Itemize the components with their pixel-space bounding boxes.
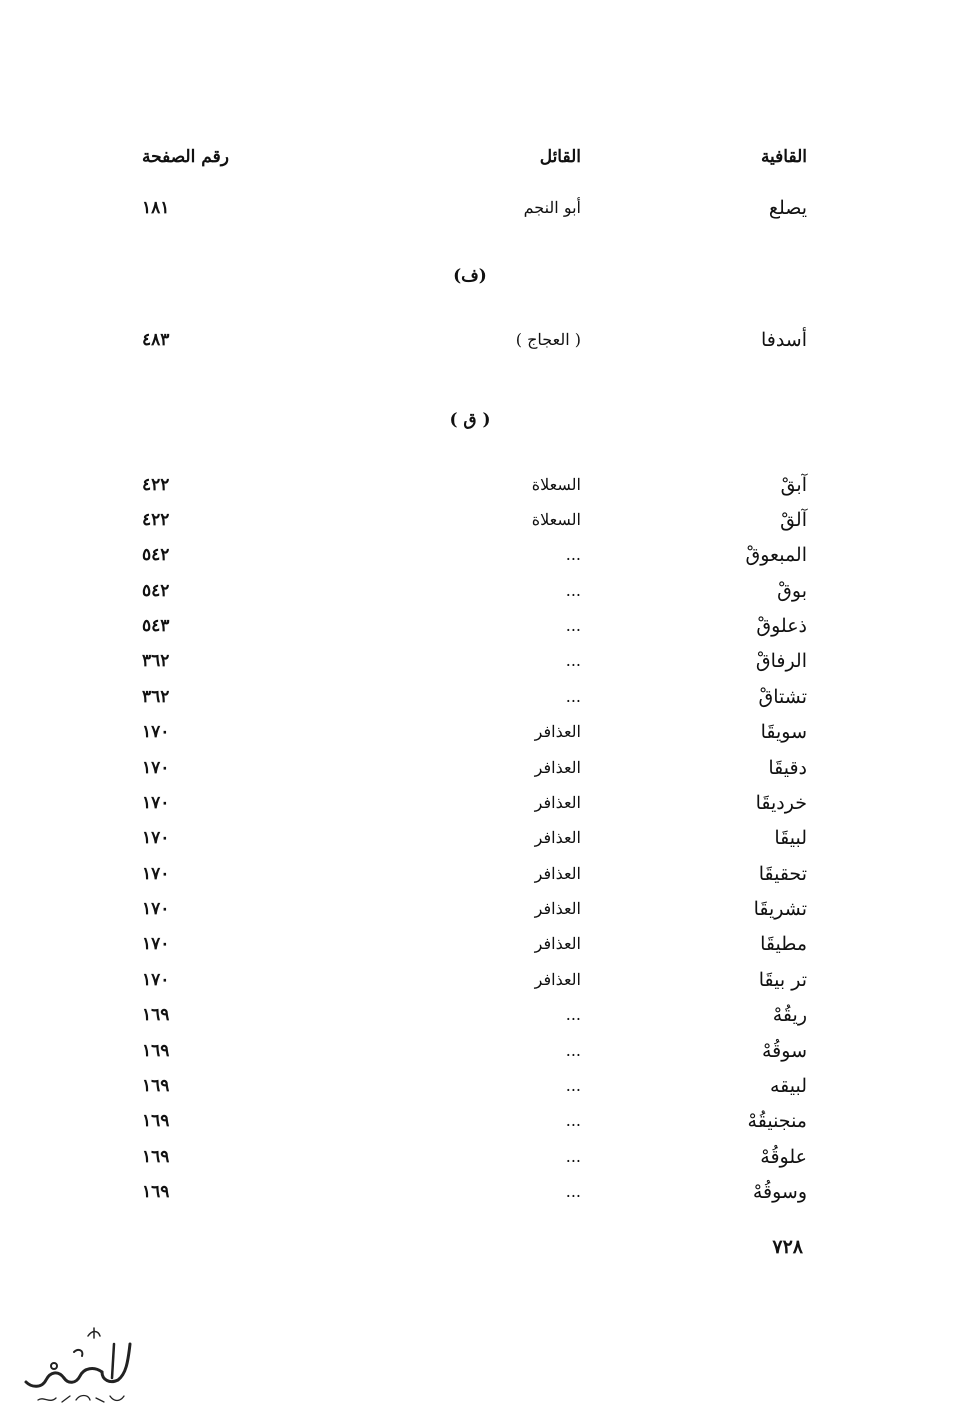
rhyme-cell: آبقْ [780, 474, 807, 496]
rhyme-cell: تشريقَا [753, 898, 807, 920]
table-row [0, 927, 975, 961]
table-row [0, 680, 975, 714]
rhyme-cell: خرديقَا [755, 792, 807, 814]
rhyme-cell: سوقُهْ [761, 1040, 807, 1062]
poet-cell: ... [565, 651, 581, 670]
rhyme-cell: أسدفا [760, 329, 807, 351]
page-number: ٧٢٨ [772, 1236, 803, 1258]
rhyme-cell: المبعوقْ [745, 544, 807, 566]
header-poet: القائل [539, 147, 581, 167]
poet-cell: ... [565, 1005, 581, 1024]
table-header [0, 140, 975, 174]
page-cell: ١٧٠ [142, 758, 170, 778]
rhyme-cell: ريقُهْ [772, 1004, 807, 1026]
poet-cell: السعلاة [531, 510, 581, 529]
page-cell: ٣٦٢ [142, 651, 170, 671]
page-cell: ٥٤٣ [142, 616, 170, 636]
table-row [0, 857, 975, 891]
header-page: رقم الصفحة [142, 147, 229, 167]
table-row [0, 715, 975, 749]
page-cell: ٤٨٣ [142, 330, 170, 350]
poet-cell: ... [565, 545, 581, 564]
page-cell: ١٦٩ [142, 1041, 170, 1061]
section-heading-qaf: ( ق ) [449, 410, 491, 430]
table-row [0, 644, 975, 678]
poet-cell: ... [565, 1076, 581, 1095]
table-row [0, 609, 975, 643]
rhyme-cell: آلقْ [780, 509, 807, 531]
page-cell: ١٧٠ [142, 864, 170, 884]
table-row [0, 1175, 975, 1209]
poet-cell: العذافر [534, 864, 581, 883]
page-cell: ٣٦٢ [142, 687, 170, 707]
page-cell: ١٧٠ [142, 828, 170, 848]
table-row [0, 786, 975, 820]
section-heading-fa: (ف) [453, 266, 487, 286]
poet-cell: ( العجاج ) [515, 330, 581, 349]
table-row [0, 1034, 975, 1068]
poet-cell: ... [565, 1147, 581, 1166]
rhyme-cell: لبيقه [769, 1075, 807, 1097]
rhyme-cell: وسوقُهْ [752, 1181, 807, 1203]
table-row [0, 323, 975, 357]
table-row [0, 821, 975, 855]
rhyme-cell: دقيقَا [768, 757, 807, 779]
page-cell: ١٧٠ [142, 934, 170, 954]
poet-cell: ... [565, 1111, 581, 1130]
poet-cell: ... [565, 1041, 581, 1060]
poet-cell: أبو النجم [523, 198, 581, 217]
table-row [0, 538, 975, 572]
page-cell: ٥٤٢ [142, 545, 170, 565]
poet-cell: العذافر [534, 722, 581, 741]
rhyme-cell: منجنيقُهْ [747, 1110, 807, 1132]
rhyme-cell: يصلع [768, 197, 807, 219]
poet-cell: العذافر [534, 758, 581, 777]
rhyme-cell: تر بيقَا [758, 969, 807, 991]
table-row [0, 1140, 975, 1174]
header-rhyme: القافية [760, 147, 807, 167]
rhyme-cell: لبيقَا [774, 827, 807, 849]
poet-cell: ... [565, 616, 581, 635]
rhyme-cell: بوقْ [777, 580, 807, 602]
poet-cell: العذافر [534, 899, 581, 918]
table-row [0, 751, 975, 785]
table-row [0, 1104, 975, 1138]
rhyme-cell: مطيقَا [760, 933, 807, 955]
rhyme-cell: ذعلوقْ [756, 615, 807, 637]
rhyme-cell: سويقَا [760, 721, 807, 743]
poet-cell: العذافر [534, 828, 581, 847]
table-row [0, 191, 975, 225]
page-cell: ١٧٠ [142, 722, 170, 742]
poet-cell: العذافر [534, 970, 581, 989]
poet-cell: ... [565, 687, 581, 706]
rhyme-cell: علوقُهْ [760, 1146, 807, 1168]
poet-cell: السعلاة [531, 475, 581, 494]
page-cell: ١٦٩ [142, 1005, 170, 1025]
poet-cell: العذافر [534, 793, 581, 812]
poet-cell: ... [565, 1182, 581, 1201]
table-row [0, 998, 975, 1032]
table-row [0, 963, 975, 997]
rhyme-cell: تحقيقَا [758, 863, 807, 885]
page-cell: ١٦٩ [142, 1147, 170, 1167]
page-cell: ٥٤٢ [142, 581, 170, 601]
page-cell: ١٧٠ [142, 793, 170, 813]
page-cell: ١٦٩ [142, 1182, 170, 1202]
page-cell: ١٧٠ [142, 970, 170, 990]
poet-cell: العذافر [534, 934, 581, 953]
page-cell: ٤٢٢ [142, 510, 170, 530]
table-row [0, 892, 975, 926]
calligraphy-watermark [18, 1322, 148, 1412]
page-cell: ١٦٩ [142, 1111, 170, 1131]
rhyme-cell: الرفاقْ [755, 650, 807, 672]
table-row [0, 503, 975, 537]
page-cell: ١٧٠ [142, 899, 170, 919]
page-cell: ١٦٩ [142, 1076, 170, 1096]
page-cell: ٤٢٢ [142, 475, 170, 495]
table-row [0, 1069, 975, 1103]
page-cell: ١٨١ [142, 198, 170, 218]
rhyme-cell: تشتاقْ [758, 686, 807, 708]
table-row [0, 574, 975, 608]
table-row [0, 468, 975, 502]
poet-cell: ... [565, 581, 581, 600]
